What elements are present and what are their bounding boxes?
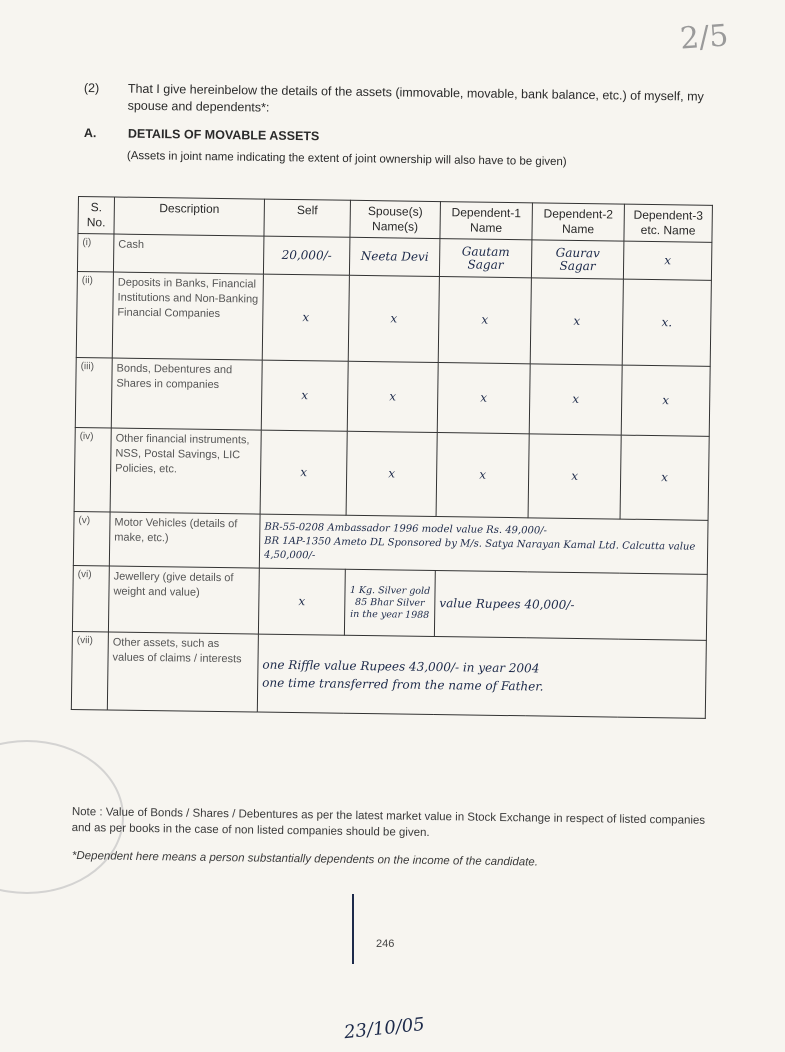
- row-number: (i): [77, 234, 114, 272]
- dependent-3-value: x: [621, 365, 710, 436]
- vehicle-line-1: BR-55-0208 Ambassador 1996 model value Rs. 49,000/-: [264, 521, 548, 537]
- table-row: [74, 427, 709, 520]
- dependent-1-value: x: [438, 277, 531, 364]
- section-subtitle: (Assets in joint name indicating the extent of joint ownership will also have to be given): [126, 150, 567, 169]
- header-self: Self: [264, 199, 351, 237]
- row-description: Cash: [113, 234, 264, 274]
- header-sno: S. No.: [78, 197, 115, 234]
- table-row: [73, 511, 708, 574]
- table-row: [72, 565, 707, 640]
- table-row: [76, 271, 711, 366]
- valuation-note: Note : Value of Bonds / Shares / Debentures as per the latest market value in Stock Exchange in respect of listed companies and as per books in the case of non listed companies should be given.: [71, 805, 706, 839]
- self-value: x: [262, 274, 349, 361]
- dependent-1-value: Gautam Sagar: [439, 239, 532, 278]
- intro-paragraph: [83, 80, 734, 115]
- spouse-value: x: [346, 431, 437, 516]
- page-number: 246: [376, 938, 395, 950]
- spouse-value: 1 Kg. Silver gold 85 Bhar Silver in the year 1988: [344, 569, 435, 636]
- row-description: Motor Vehicles (details of make, etc.): [109, 512, 260, 568]
- table-row: [75, 357, 710, 436]
- row-description: Jewellery (give details of weight and value): [108, 566, 259, 634]
- table-row: [71, 631, 706, 718]
- self-value: 20,000/-: [263, 236, 350, 275]
- section-heading: [83, 126, 684, 144]
- pen-stroke: [352, 894, 354, 964]
- row-description: Other financial instruments, NSS, Postal Savings, LIC Policies, etc.: [110, 428, 261, 514]
- assets-table: [71, 196, 713, 719]
- page-mark: 2/5: [678, 18, 730, 57]
- dependent-3-value: x: [620, 435, 709, 520]
- dependent-1-value: x: [437, 363, 530, 434]
- self-value: x: [260, 430, 347, 515]
- intro-text: That I give hereinbelow the details of the assets (immovable, movable, bank balance, etc.) of myself, my spouse and dependents*:: [127, 81, 704, 115]
- dependent-note: *Dependent here means a person substantially dependents on the income of the candidate.: [71, 850, 539, 869]
- row-number: (iv): [74, 427, 111, 511]
- dependent-2-value: Gaurav Sagar: [531, 240, 624, 279]
- other-assets-details: [257, 634, 706, 718]
- header-description: Description: [114, 197, 265, 236]
- spouse-value: Neeta Devi: [349, 237, 440, 276]
- vehicle-line-2: BR 1AP-1350 Ameto DL Sponsored by M/s. Satya Narayan Kamal Ltd. Calcutta value 4,50,000/-: [263, 535, 696, 561]
- spouse-value: x: [348, 275, 439, 362]
- other-assets-line-1: one Riffle value Rupees 43,000/- in year 2004: [262, 657, 540, 675]
- row-number: (iii): [75, 357, 112, 427]
- self-value: x: [258, 568, 345, 635]
- row-number: (ii): [76, 271, 113, 357]
- row-number: (vi): [72, 565, 109, 631]
- row-description: Deposits in Banks, Financial Institutions and Non-Banking Financial Companies: [112, 272, 263, 360]
- dependent-3-value: x: [623, 241, 712, 280]
- self-value: x: [261, 360, 348, 431]
- section-letter: A.: [83, 126, 97, 141]
- header-dependent-3: Dependent-3 etc. Name: [624, 204, 713, 242]
- other-assets-line-2: one time transferred from the name of Father.: [262, 675, 544, 694]
- dependent-2-value: x: [529, 364, 622, 435]
- dependent-2-value: x: [530, 278, 623, 365]
- header-dependent-2: Dependent-2 Name: [532, 203, 625, 241]
- section-title: DETAILS OF MOVABLE ASSETS: [127, 126, 320, 144]
- header-dependent-1: Dependent-1 Name: [440, 202, 533, 240]
- header-spouse: Spouse(s) Name(s): [350, 200, 441, 238]
- row-number: (vii): [71, 631, 108, 709]
- row-number: (v): [73, 511, 110, 565]
- motor-vehicle-details: [259, 514, 708, 574]
- jewellery-value: value Rupees 40,000/-: [434, 571, 707, 641]
- intro-number: (2): [83, 80, 100, 96]
- dependent-1-value: x: [436, 433, 529, 518]
- row-description: Other assets, such as values of claims / interests: [107, 632, 258, 712]
- dependent-2-value: x: [528, 434, 621, 519]
- signature-date: 23/10/05: [343, 1013, 426, 1044]
- dependent-3-value: x.: [622, 279, 711, 366]
- spouse-value: x: [347, 361, 438, 432]
- row-description: Bonds, Debentures and Shares in companies: [111, 358, 262, 430]
